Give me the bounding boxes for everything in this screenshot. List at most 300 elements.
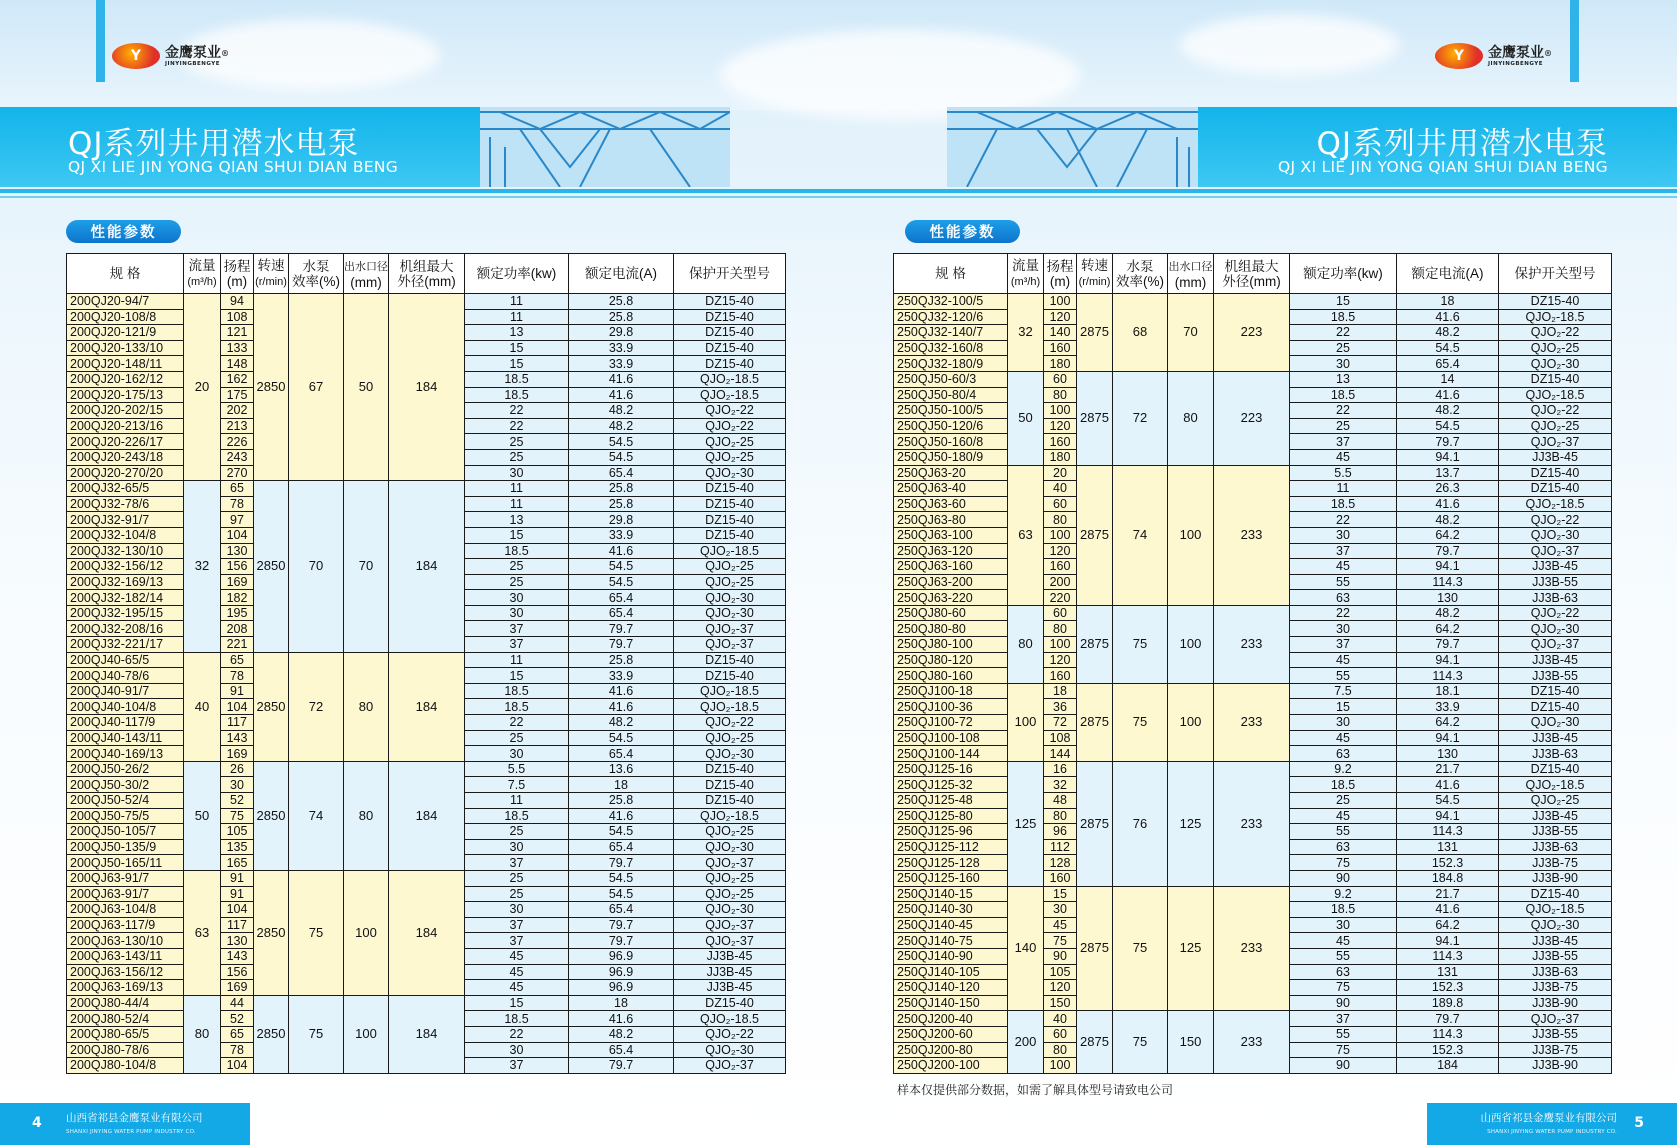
power-tower-left-image bbox=[480, 107, 730, 187]
switch-cell: QJO₂-18.5 bbox=[674, 1011, 786, 1027]
table-row bbox=[894, 1011, 1612, 1027]
col-head: 扬程 (m) bbox=[221, 254, 254, 294]
switch-cell: QJO₂-25 bbox=[1499, 793, 1612, 809]
col-flow: 流量 (m³/h) bbox=[184, 254, 221, 294]
sample-note: 样本仅提供部分数据，如需了解具体型号请致电公司 bbox=[897, 1083, 1174, 1097]
current-cell: 18 bbox=[569, 777, 674, 793]
current-cell: 25.8 bbox=[569, 481, 674, 497]
outlet-cell: 50 bbox=[344, 294, 389, 481]
power-cell: 37 bbox=[1290, 1011, 1397, 1027]
current-cell: 152.3 bbox=[1397, 1042, 1499, 1058]
head-cell: 78 bbox=[221, 496, 254, 512]
decor-bar-right bbox=[1570, 0, 1579, 82]
switch-cell: JJ3B-75 bbox=[1499, 1042, 1612, 1058]
power-cell: 25 bbox=[465, 574, 569, 590]
power-cell: 90 bbox=[1290, 870, 1397, 886]
head-cell: 117 bbox=[221, 917, 254, 933]
head-cell: 143 bbox=[221, 730, 254, 746]
registered-mark: ® bbox=[1544, 47, 1552, 58]
power-cell: 22 bbox=[1290, 325, 1397, 341]
switch-cell: JJ3B-45 bbox=[674, 980, 786, 996]
model-cell: 250QJ200-80 bbox=[894, 1042, 1008, 1058]
head-cell: 182 bbox=[221, 590, 254, 606]
switch-cell: DZ15-40 bbox=[1499, 371, 1612, 387]
model-cell: 200QJ80-65/5 bbox=[67, 1026, 184, 1042]
current-cell: 48.2 bbox=[1397, 605, 1499, 621]
switch-cell: DZ15-40 bbox=[674, 512, 786, 528]
flow-cell: 80 bbox=[1008, 605, 1044, 683]
current-cell: 65.4 bbox=[569, 839, 674, 855]
current-cell: 79.7 bbox=[569, 855, 674, 871]
eff-cell: 75 bbox=[289, 870, 344, 995]
current-cell: 64.2 bbox=[1397, 527, 1499, 543]
model-cell: 200QJ20-133/10 bbox=[67, 340, 184, 356]
current-cell: 94.1 bbox=[1397, 730, 1499, 746]
power-cell: 15 bbox=[465, 668, 569, 684]
power-cell: 11 bbox=[465, 793, 569, 809]
power-cell: 37 bbox=[465, 917, 569, 933]
switch-cell: QJO₂-18.5 bbox=[674, 387, 786, 403]
table-row bbox=[67, 294, 786, 310]
switch-cell: QJO₂-37 bbox=[674, 933, 786, 949]
col-outlet: 出水口径 (mm) bbox=[344, 254, 389, 294]
model-cell: 200QJ32-91/7 bbox=[67, 512, 184, 528]
head-cell: 78 bbox=[221, 1042, 254, 1058]
power-cell: 11 bbox=[465, 294, 569, 310]
current-cell: 18.1 bbox=[1397, 683, 1499, 699]
switch-cell: QJO₂-37 bbox=[1499, 543, 1612, 559]
eff-cell: 75 bbox=[1113, 605, 1168, 683]
head-cell: 60 bbox=[1044, 496, 1077, 512]
flow-cell: 63 bbox=[184, 870, 221, 995]
speed-cell: 2850 bbox=[254, 652, 289, 761]
head-cell: 112 bbox=[1044, 839, 1077, 855]
brand-logo-right bbox=[1435, 38, 1552, 74]
power-cell: 9.2 bbox=[1290, 886, 1397, 902]
current-cell: 79.7 bbox=[569, 933, 674, 949]
model-cell: 250QJ100-72 bbox=[894, 715, 1008, 731]
head-cell: 91 bbox=[221, 870, 254, 886]
power-cell: 30 bbox=[465, 902, 569, 918]
head-cell: 270 bbox=[221, 465, 254, 481]
power-cell: 63 bbox=[1290, 746, 1397, 762]
model-cell: 200QJ20-243/18 bbox=[67, 449, 184, 465]
power-cell: 37 bbox=[465, 1058, 569, 1074]
current-cell: 48.2 bbox=[1397, 512, 1499, 528]
current-cell: 41.6 bbox=[569, 1011, 674, 1027]
power-cell: 11 bbox=[465, 309, 569, 325]
switch-cell: QJO₂-18.5 bbox=[1499, 902, 1612, 918]
current-cell: 54.5 bbox=[1397, 418, 1499, 434]
switch-cell: DZ15-40 bbox=[674, 340, 786, 356]
power-cell: 37 bbox=[1290, 637, 1397, 653]
cloud-decoration bbox=[1180, 15, 1400, 75]
power-cell: 13 bbox=[465, 325, 569, 341]
current-cell: 94.1 bbox=[1397, 559, 1499, 575]
head-cell: 15 bbox=[1044, 886, 1077, 902]
model-cell: 200QJ40-104/8 bbox=[67, 699, 184, 715]
head-cell: 60 bbox=[1044, 605, 1077, 621]
head-cell: 143 bbox=[221, 948, 254, 964]
power-cell: 18.5 bbox=[465, 699, 569, 715]
table-row bbox=[894, 371, 1612, 387]
current-cell: 41.6 bbox=[1397, 902, 1499, 918]
outlet-cell: 100 bbox=[344, 995, 389, 1073]
power-cell: 18.5 bbox=[1290, 387, 1397, 403]
head-cell: 108 bbox=[221, 309, 254, 325]
head-cell: 169 bbox=[221, 574, 254, 590]
power-cell: 63 bbox=[1290, 839, 1397, 855]
power-cell: 25 bbox=[465, 824, 569, 840]
power-cell: 11 bbox=[465, 481, 569, 497]
current-cell: 65.4 bbox=[569, 605, 674, 621]
col-current: 额定电流(A) bbox=[1397, 254, 1499, 294]
switch-cell: DZ15-40 bbox=[674, 527, 786, 543]
switch-cell: JJ3B-55 bbox=[1499, 1026, 1612, 1042]
model-cell: 200QJ20-175/13 bbox=[67, 387, 184, 403]
col-switch: 保护开关型号 bbox=[1499, 254, 1612, 294]
col-power: 额定功率(kw) bbox=[465, 254, 569, 294]
head-cell: 52 bbox=[221, 793, 254, 809]
power-cell: 18.5 bbox=[1290, 496, 1397, 512]
current-cell: 21.7 bbox=[1397, 761, 1499, 777]
switch-cell: JJ3B-75 bbox=[1499, 980, 1612, 996]
head-cell: 104 bbox=[221, 1058, 254, 1074]
current-cell: 41.6 bbox=[1397, 496, 1499, 512]
current-cell: 25.8 bbox=[569, 309, 674, 325]
dia-cell: 223 bbox=[1214, 371, 1290, 465]
dia-cell: 233 bbox=[1214, 1011, 1290, 1073]
power-cell: 37 bbox=[465, 621, 569, 637]
power-cell: 22 bbox=[1290, 605, 1397, 621]
power-cell: 45 bbox=[465, 980, 569, 996]
power-cell: 18.5 bbox=[465, 543, 569, 559]
model-cell: 200QJ63-91/7 bbox=[67, 870, 184, 886]
model-cell: 200QJ50-105/7 bbox=[67, 824, 184, 840]
power-cell: 9.2 bbox=[1290, 761, 1397, 777]
model-cell: 250QJ140-75 bbox=[894, 933, 1008, 949]
current-cell: 41.6 bbox=[569, 808, 674, 824]
switch-cell: QJO₂-25 bbox=[674, 559, 786, 575]
speed-cell: 2875 bbox=[1077, 761, 1113, 886]
power-cell: 63 bbox=[1290, 590, 1397, 606]
col-efficiency: 水泵 效率(%) bbox=[289, 254, 344, 294]
flow-cell: 125 bbox=[1008, 761, 1044, 886]
switch-cell: JJ3B-45 bbox=[674, 964, 786, 980]
current-cell: 54.5 bbox=[569, 870, 674, 886]
switch-cell: JJ3B-55 bbox=[1499, 948, 1612, 964]
current-cell: 65.4 bbox=[569, 1042, 674, 1058]
power-cell: 30 bbox=[1290, 917, 1397, 933]
model-cell: 200QJ40-65/5 bbox=[67, 652, 184, 668]
switch-cell: QJO₂-22 bbox=[1499, 325, 1612, 341]
current-cell: 48.2 bbox=[1397, 325, 1499, 341]
outlet-cell: 70 bbox=[344, 481, 389, 653]
brand-name-cn: 金鹰泵业 bbox=[1488, 44, 1544, 61]
switch-cell: JJ3B-90 bbox=[1499, 1058, 1612, 1074]
flow-cell: 20 bbox=[184, 294, 221, 481]
switch-cell: JJ3B-45 bbox=[1499, 652, 1612, 668]
current-cell: 79.7 bbox=[1397, 434, 1499, 450]
switch-cell: QJO₂-37 bbox=[674, 917, 786, 933]
dia-cell: 184 bbox=[389, 652, 465, 761]
current-cell: 13.6 bbox=[569, 761, 674, 777]
col-diameter: 机组最大 外径(mm) bbox=[1214, 254, 1290, 294]
switch-cell: QJO₂-30 bbox=[674, 605, 786, 621]
registered-mark: ® bbox=[221, 47, 229, 58]
head-cell: 105 bbox=[1044, 964, 1077, 980]
model-cell: 250QJ32-180/9 bbox=[894, 356, 1008, 372]
power-cell: 30 bbox=[465, 590, 569, 606]
switch-cell: QJO₂-22 bbox=[1499, 403, 1612, 419]
switch-cell: QJO₂-30 bbox=[674, 590, 786, 606]
current-cell: 33.9 bbox=[569, 340, 674, 356]
speed-cell: 2850 bbox=[254, 870, 289, 995]
current-cell: 79.7 bbox=[569, 1058, 674, 1074]
head-cell: 60 bbox=[1044, 371, 1077, 387]
switch-cell: QJO₂-37 bbox=[1499, 1011, 1612, 1027]
table-row bbox=[67, 995, 786, 1011]
switch-cell: QJO₂-25 bbox=[674, 574, 786, 590]
model-cell: 250QJ32-120/6 bbox=[894, 309, 1008, 325]
current-cell: 54.5 bbox=[569, 730, 674, 746]
model-cell: 200QJ63-156/12 bbox=[67, 964, 184, 980]
switch-cell: QJO₂-18.5 bbox=[674, 371, 786, 387]
switch-cell: QJO₂-30 bbox=[1499, 527, 1612, 543]
company-name-cn-right: 山西省祁县金鹰泵业有限公司 bbox=[1480, 1112, 1617, 1124]
head-cell: 100 bbox=[1044, 294, 1077, 310]
page-title-left: QJ系列井用潜水电泵 bbox=[68, 126, 360, 162]
model-cell: 250QJ63-80 bbox=[894, 512, 1008, 528]
head-cell: 75 bbox=[1044, 933, 1077, 949]
current-cell: 48.2 bbox=[569, 715, 674, 731]
current-cell: 96.9 bbox=[569, 948, 674, 964]
switch-cell: QJO₂-30 bbox=[674, 746, 786, 762]
current-cell: 54.5 bbox=[569, 449, 674, 465]
head-cell: 91 bbox=[221, 886, 254, 902]
col-outlet: 出水口径 (mm) bbox=[1168, 254, 1214, 294]
power-cell: 45 bbox=[1290, 730, 1397, 746]
power-cell: 30 bbox=[465, 465, 569, 481]
speed-cell: 2875 bbox=[1077, 465, 1113, 605]
switch-cell: DZ15-40 bbox=[1499, 294, 1612, 310]
power-cell: 30 bbox=[465, 839, 569, 855]
head-cell: 90 bbox=[1044, 948, 1077, 964]
current-cell: 25.8 bbox=[569, 294, 674, 310]
switch-cell: QJO₂-37 bbox=[674, 637, 786, 653]
switch-cell: DZ15-40 bbox=[674, 496, 786, 512]
speed-cell: 2875 bbox=[1077, 886, 1113, 1011]
model-cell: 200QJ63-91/7 bbox=[67, 886, 184, 902]
model-cell: 200QJ20-148/11 bbox=[67, 356, 184, 372]
model-cell: 200QJ20-94/7 bbox=[67, 294, 184, 310]
power-cell: 25 bbox=[465, 434, 569, 450]
head-cell: 32 bbox=[1044, 777, 1077, 793]
head-cell: 72 bbox=[1044, 715, 1077, 731]
head-cell: 208 bbox=[221, 621, 254, 637]
company-name-en-left: SHANXI JINYING WATER PUMP INDUSTRY CO. bbox=[66, 1129, 196, 1135]
col-power: 额定功率(kw) bbox=[1290, 254, 1397, 294]
model-cell: 250QJ100-18 bbox=[894, 683, 1008, 699]
model-cell: 250QJ50-120/6 bbox=[894, 418, 1008, 434]
head-cell: 80 bbox=[1044, 808, 1077, 824]
current-cell: 33.9 bbox=[569, 356, 674, 372]
eff-cell: 74 bbox=[1113, 465, 1168, 605]
power-cell: 25 bbox=[465, 559, 569, 575]
switch-cell: JJ3B-90 bbox=[1499, 995, 1612, 1011]
brand-name-cn: 金鹰泵业 bbox=[165, 44, 221, 61]
model-cell: 250QJ140-15 bbox=[894, 886, 1008, 902]
head-cell: 160 bbox=[1044, 668, 1077, 684]
switch-cell: QJO₂-37 bbox=[1499, 637, 1612, 653]
current-cell: 48.2 bbox=[569, 1026, 674, 1042]
speed-cell: 2850 bbox=[254, 761, 289, 870]
divider-stripe bbox=[0, 189, 1677, 193]
power-cell: 22 bbox=[465, 403, 569, 419]
eff-cell: 72 bbox=[1113, 371, 1168, 465]
switch-cell: DZ15-40 bbox=[1499, 761, 1612, 777]
current-cell: 41.6 bbox=[1397, 309, 1499, 325]
switch-cell: QJO₂-30 bbox=[1499, 621, 1612, 637]
model-cell: 200QJ63-130/10 bbox=[67, 933, 184, 949]
head-cell: 40 bbox=[1044, 1011, 1077, 1027]
switch-cell: QJO₂-18.5 bbox=[674, 808, 786, 824]
col-head: 扬程 (m) bbox=[1044, 254, 1077, 294]
model-cell: 200QJ32-208/16 bbox=[67, 621, 184, 637]
model-cell: 250QJ140-150 bbox=[894, 995, 1008, 1011]
switch-cell: QJO₂-30 bbox=[674, 902, 786, 918]
power-cell: 22 bbox=[1290, 403, 1397, 419]
head-cell: 148 bbox=[221, 356, 254, 372]
power-cell: 7.5 bbox=[465, 777, 569, 793]
model-cell: 250QJ140-45 bbox=[894, 917, 1008, 933]
power-cell: 18.5 bbox=[1290, 777, 1397, 793]
outlet-cell: 80 bbox=[344, 652, 389, 761]
current-cell: 79.7 bbox=[569, 637, 674, 653]
power-cell: 11 bbox=[465, 652, 569, 668]
power-cell: 25 bbox=[1290, 418, 1397, 434]
eff-cell: 75 bbox=[289, 995, 344, 1073]
table-row bbox=[894, 465, 1612, 481]
switch-cell: DZ15-40 bbox=[674, 325, 786, 341]
switch-cell: JJ3B-45 bbox=[1499, 808, 1612, 824]
eff-cell: 72 bbox=[289, 652, 344, 761]
flow-cell: 100 bbox=[1008, 683, 1044, 761]
head-cell: 144 bbox=[1044, 746, 1077, 762]
current-cell: 48.2 bbox=[1397, 403, 1499, 419]
switch-cell: QJO₂-22 bbox=[1499, 605, 1612, 621]
flow-cell: 50 bbox=[1008, 371, 1044, 465]
outlet-cell: 125 bbox=[1168, 761, 1214, 886]
current-cell: 79.7 bbox=[1397, 1011, 1499, 1027]
model-cell: 250QJ50-100/5 bbox=[894, 403, 1008, 419]
power-cell: 55 bbox=[1290, 574, 1397, 590]
head-cell: 243 bbox=[221, 449, 254, 465]
head-cell: 100 bbox=[1044, 637, 1077, 653]
current-cell: 48.2 bbox=[569, 403, 674, 419]
power-cell: 30 bbox=[1290, 527, 1397, 543]
power-cell: 25 bbox=[1290, 340, 1397, 356]
model-cell: 250QJ125-32 bbox=[894, 777, 1008, 793]
model-cell: 200QJ32-156/12 bbox=[67, 559, 184, 575]
eff-cell: 75 bbox=[1113, 1011, 1168, 1073]
outlet-cell: 100 bbox=[1168, 605, 1214, 683]
power-cell: 18.5 bbox=[465, 683, 569, 699]
power-cell: 55 bbox=[1290, 948, 1397, 964]
current-cell: 65.4 bbox=[1397, 356, 1499, 372]
dia-cell: 184 bbox=[389, 761, 465, 870]
head-cell: 156 bbox=[221, 964, 254, 980]
switch-cell: QJO₂-18.5 bbox=[1499, 496, 1612, 512]
switch-cell: QJO₂-25 bbox=[674, 870, 786, 886]
power-cell: 30 bbox=[465, 1042, 569, 1058]
model-cell: 200QJ20-202/15 bbox=[67, 403, 184, 419]
switch-cell: QJO₂-30 bbox=[1499, 356, 1612, 372]
head-cell: 52 bbox=[221, 1011, 254, 1027]
outlet-cell: 80 bbox=[344, 761, 389, 870]
brand-logo-left bbox=[112, 38, 229, 74]
switch-cell: QJO₂-22 bbox=[674, 1026, 786, 1042]
page-subtitle-right: QJ XI LIE JIN YONG QIAN SHUI DIAN BENG bbox=[1277, 158, 1608, 176]
head-cell: 20 bbox=[1044, 465, 1077, 481]
model-cell: 200QJ40-143/11 bbox=[67, 730, 184, 746]
power-cell: 30 bbox=[1290, 715, 1397, 731]
switch-cell: DZ15-40 bbox=[1499, 886, 1612, 902]
model-cell: 200QJ80-78/6 bbox=[67, 1042, 184, 1058]
model-cell: 250QJ63-40 bbox=[894, 481, 1008, 497]
flow-cell: 32 bbox=[1008, 294, 1044, 372]
flow-cell: 80 bbox=[184, 995, 221, 1073]
current-cell: 65.4 bbox=[569, 746, 674, 762]
switch-cell: JJ3B-55 bbox=[1499, 824, 1612, 840]
model-cell: 250QJ100-36 bbox=[894, 699, 1008, 715]
head-cell: 195 bbox=[221, 605, 254, 621]
table-row bbox=[894, 761, 1612, 777]
switch-cell: DZ15-40 bbox=[1499, 481, 1612, 497]
current-cell: 65.4 bbox=[569, 465, 674, 481]
model-cell: 250QJ125-112 bbox=[894, 839, 1008, 855]
dia-cell: 233 bbox=[1214, 683, 1290, 761]
current-cell: 14 bbox=[1397, 371, 1499, 387]
current-cell: 54.5 bbox=[569, 824, 674, 840]
current-cell: 54.5 bbox=[1397, 340, 1499, 356]
table-row bbox=[894, 605, 1612, 621]
performance-table-right bbox=[893, 253, 1612, 1074]
current-cell: 114.3 bbox=[1397, 948, 1499, 964]
head-cell: 117 bbox=[221, 715, 254, 731]
power-cell: 90 bbox=[1290, 995, 1397, 1011]
model-cell: 200QJ80-44/4 bbox=[67, 995, 184, 1011]
current-cell: 54.5 bbox=[569, 574, 674, 590]
model-cell: 200QJ32-182/14 bbox=[67, 590, 184, 606]
model-cell: 250QJ140-120 bbox=[894, 980, 1008, 996]
flow-cell: 50 bbox=[184, 761, 221, 870]
head-cell: 160 bbox=[1044, 559, 1077, 575]
performance-table-left bbox=[66, 253, 786, 1074]
head-cell: 120 bbox=[1044, 309, 1077, 325]
power-cell: 30 bbox=[1290, 621, 1397, 637]
head-cell: 18 bbox=[1044, 683, 1077, 699]
current-cell: 54.5 bbox=[569, 886, 674, 902]
head-cell: 80 bbox=[1044, 387, 1077, 403]
head-cell: 202 bbox=[221, 403, 254, 419]
head-cell: 180 bbox=[1044, 449, 1077, 465]
head-cell: 100 bbox=[1044, 403, 1077, 419]
speed-cell: 2875 bbox=[1077, 605, 1113, 683]
switch-cell: QJO₂-30 bbox=[674, 839, 786, 855]
current-cell: 18 bbox=[1397, 294, 1499, 310]
head-cell: 121 bbox=[221, 325, 254, 341]
